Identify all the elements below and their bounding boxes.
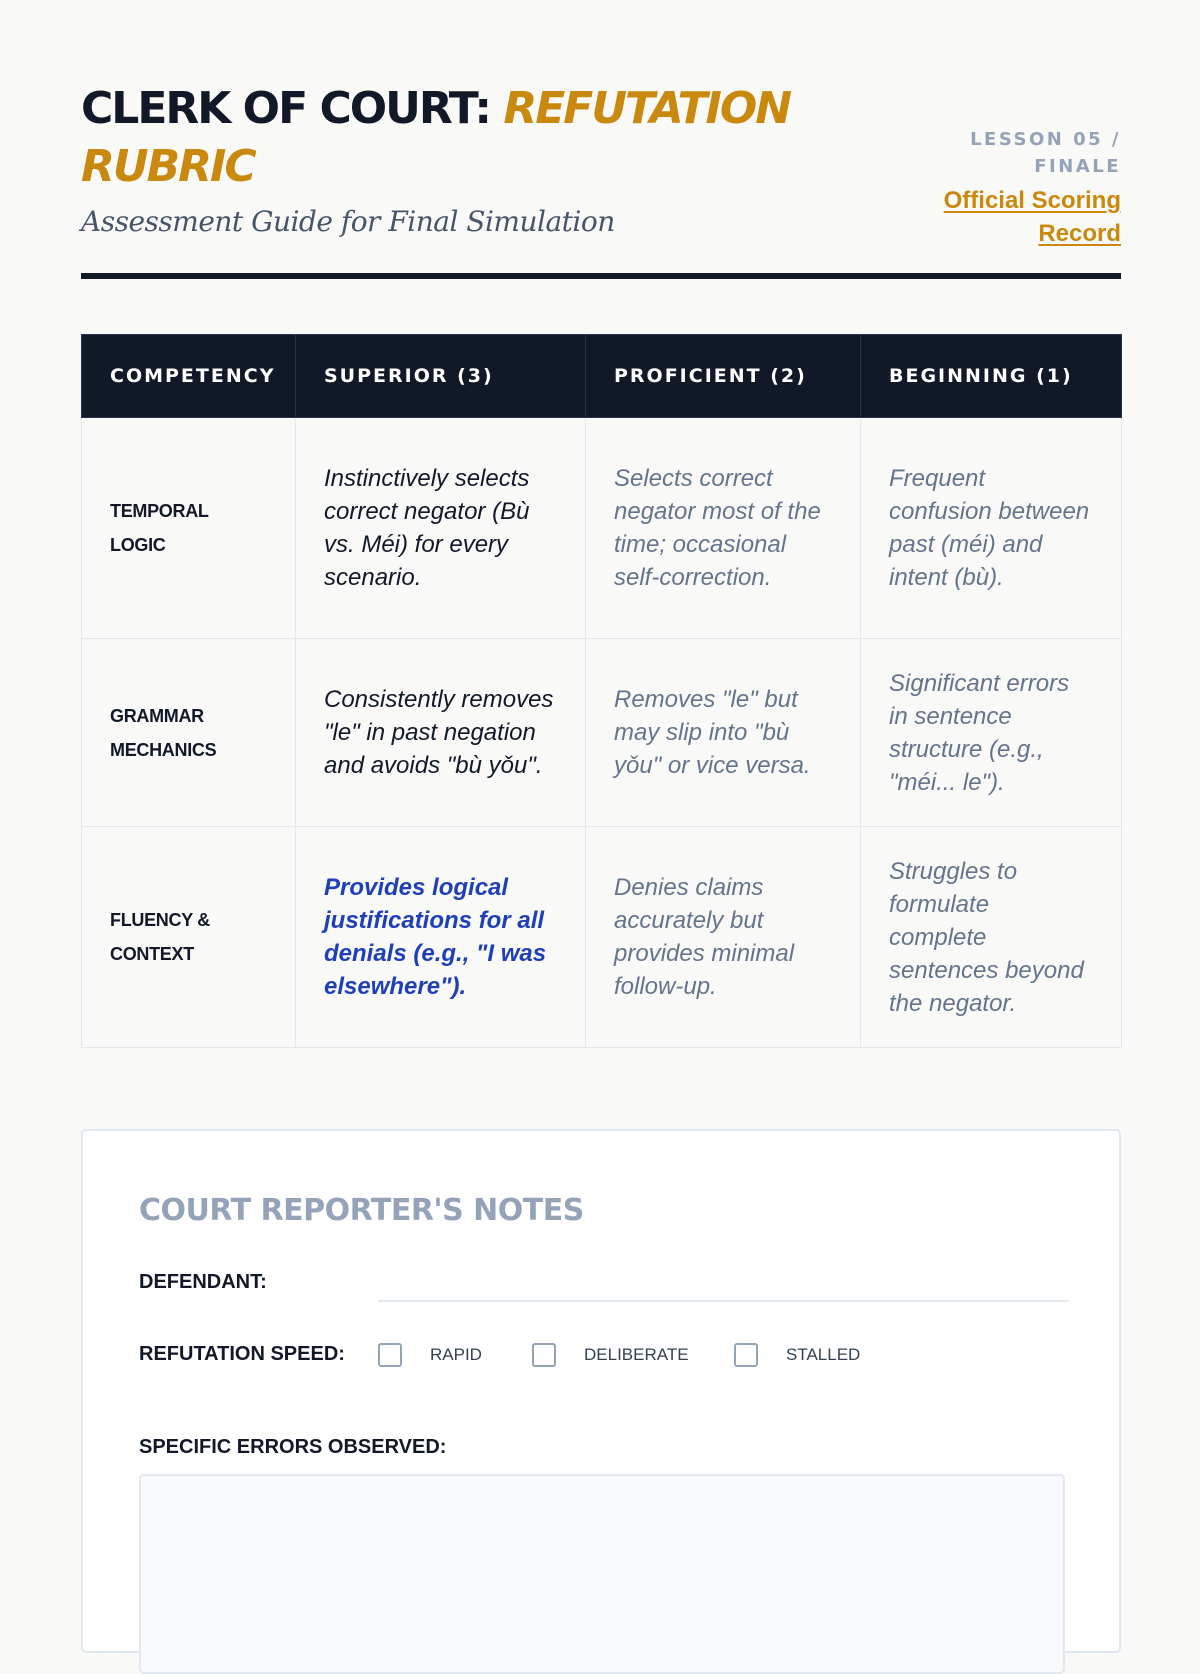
stalled-checkbox[interactable]: [734, 1343, 758, 1367]
record-link-line1: Official Scoring: [943, 187, 1121, 214]
specific-errors-textarea[interactable]: [139, 1474, 1065, 1674]
speed-option-deliberate[interactable]: [532, 1341, 689, 1369]
deliberate-label: DELIBERATE: [584, 1345, 689, 1364]
superior-cell: Instinctively selects correct negator (Bù vs. Méi) for every scenario.: [296, 418, 586, 639]
defendant-label: DEFENDANT:: [139, 1271, 267, 1293]
column-header-beginning: BEGINNING (1): [861, 335, 1122, 418]
superior-cell-highlighted: Provides logical justifications for all denials (e.g., "I was elsewhere").: [296, 827, 586, 1048]
column-header-proficient: PROFICIENT (2): [586, 335, 861, 418]
defendant-input[interactable]: [378, 1298, 1069, 1302]
column-header-superior: SUPERIOR (3): [296, 335, 586, 418]
rapid-label: RAPID: [430, 1345, 482, 1364]
refutation-speed-label: REFUTATION SPEED:: [139, 1343, 345, 1365]
title-main: CLERK OF COURT:: [81, 83, 490, 134]
proficient-cell: Removes "le" but may slip into "bù yǒu" or vice versa.: [586, 639, 861, 827]
competency-cell: TEMPORAL LOGIC: [82, 418, 296, 639]
speed-option-stalled[interactable]: [734, 1341, 860, 1369]
table-row: [82, 827, 1122, 1048]
page-header: [81, 80, 1121, 280]
beginning-cell: Struggles to formulate complete sentences beyond the negator.: [861, 827, 1122, 1048]
competency-cell: FLUENCY & CONTEXT: [82, 827, 296, 1048]
lesson-number: LESSON 05 /: [970, 129, 1121, 150]
column-header-competency: COMPETENCY: [82, 335, 296, 418]
title-accent: REFUTATION RUBRIC: [81, 83, 791, 192]
table-row: [82, 418, 1122, 639]
lesson-stage: FINALE: [1034, 156, 1121, 177]
stalled-label: STALLED: [786, 1345, 861, 1364]
page-subtitle: Assessment Guide for Final Simulation: [81, 205, 615, 238]
notes-title: COURT REPORTER'S NOTES: [139, 1193, 584, 1228]
rubric-header-row: [82, 335, 1122, 418]
record-link-line2: Record: [1038, 220, 1121, 247]
specific-errors-label: SPECIFIC ERRORS OBSERVED:: [139, 1436, 447, 1458]
table-row: [82, 639, 1122, 827]
official-scoring-record-link[interactable]: [944, 184, 1121, 250]
proficient-cell: Selects correct negator most of the time; occasional self-correction.: [586, 418, 861, 639]
deliberate-checkbox[interactable]: [532, 1343, 556, 1367]
beginning-cell: Frequent confusion between past (méi) and intent (bù).: [861, 418, 1122, 639]
speed-option-rapid[interactable]: [378, 1341, 482, 1369]
rubric-table: [81, 334, 1122, 1048]
proficient-cell: Denies claims accurately but provides minimal follow-up.: [586, 827, 861, 1048]
beginning-cell: Significant errors in sentence structure (e.g., "méi... le").: [861, 639, 1122, 827]
page-title: [81, 80, 901, 196]
lesson-meta: [921, 126, 1121, 250]
competency-cell: GRAMMAR MECHANICS: [82, 639, 296, 827]
superior-cell: Consistently removes "le" in past negation and avoids "bù yǒu".: [296, 639, 586, 827]
header-divider: [81, 273, 1121, 279]
rapid-checkbox[interactable]: [378, 1343, 402, 1367]
court-reporter-notes-card: [81, 1129, 1121, 1653]
